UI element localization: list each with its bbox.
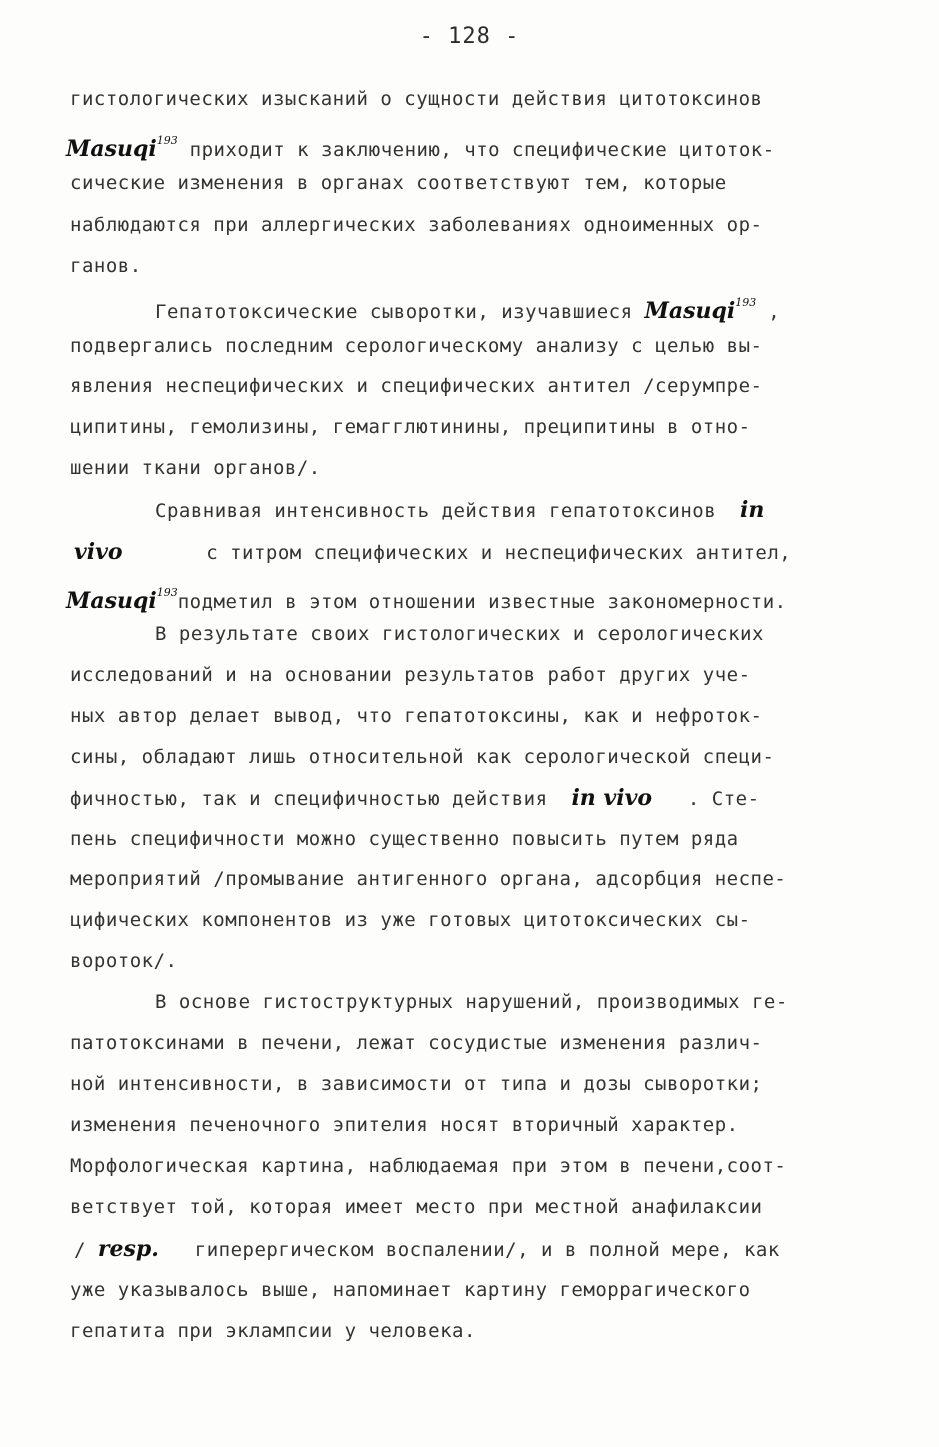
text-line: патотоксинами в печени, лежат сосудистые изменения различ- (70, 1032, 763, 1054)
handwritten-resp: resp. (97, 1236, 159, 1262)
text-segment: гиперергическом воспалении/, и в полной мере, как (194, 1239, 780, 1261)
text-line: гистологических изысканий о сущности действия цитотоксинов (70, 88, 763, 110)
text-line: Морфологическая картина, наблюдаемая при этом в печени,соот- (70, 1155, 787, 1177)
text-line (66, 580, 787, 615)
handwritten-in: in (740, 497, 765, 523)
text-line: шении ткани органов/. (70, 457, 321, 479)
reference-number: 193 (156, 586, 178, 599)
text-segment: подметил в этом отношении известные закономерности. (177, 591, 787, 613)
handwritten-vivo: vivo (74, 539, 123, 565)
text-line: уже указывалось выше, напоминает картину геморрагического (70, 1279, 751, 1301)
text-line: В основе гистоструктурных нарушений, производимых ге- (155, 991, 788, 1013)
text-line: изменения печеночного эпителия носят вторичный характер. (70, 1114, 739, 1136)
text-line (70, 785, 760, 812)
text-line: наблюдаются при аллергических заболеваниях одноименных ор- (70, 214, 763, 236)
handwritten-author: Masuqi (66, 588, 157, 614)
text-line: цифических компонентов из уже готовых цитотоксических сы- (70, 909, 751, 931)
text-line: подвергались последним серологическому анализу с целью вы- (70, 335, 763, 357)
text-line: мероприятий /промывание антигенного органа, адсорбция неспе- (70, 868, 787, 890)
text-line: гепатита при эклампсии у человека. (70, 1320, 476, 1342)
handwritten-author: Masuqi (66, 136, 157, 162)
text-segment: , (768, 301, 781, 323)
text-segment: Сравнивая интенсивность действия гепатотоксинов (155, 500, 717, 522)
text-line: ганов. (70, 255, 142, 277)
text-line: сины, обладают лишь относительной как серологической специ- (70, 746, 775, 768)
text-line: явления неспецифических и специфических антител /серумпре- (70, 375, 763, 397)
text-segment: / (74, 1239, 86, 1261)
reference-number: 193 (735, 296, 757, 309)
text-segment: фичностью, так и специфичностью действия (70, 788, 548, 810)
text-segment: Гепатотоксические сыворотки, изучавшиеся (155, 301, 633, 323)
text-line (155, 497, 764, 524)
handwritten-author: Masuqi (644, 298, 736, 324)
text-segment: . Сте- (687, 788, 760, 810)
text-line: ной интенсивности, в зависимости от типа и дозы сыворотки; (70, 1073, 763, 1095)
text-segment: с титром специфических и неспецифических антител, (206, 542, 792, 564)
text-line: пень специфичности можно существенно повысить путем ряда (70, 828, 739, 850)
text-line (66, 128, 775, 163)
reference-number: 193 (156, 134, 178, 147)
text-line: сические изменения в органах соответствуют тем, которые (70, 172, 727, 194)
page-number: - 128 - (419, 24, 520, 49)
text-line (74, 539, 791, 566)
text-line (155, 290, 780, 325)
text-segment: приходит к заключению, что специфические цитоток- (177, 139, 775, 161)
handwritten-in-vivo: in vivo (571, 785, 653, 811)
text-line: В результате своих гистологических и серологических (155, 623, 764, 645)
text-line: ных автор делает вывод, что гепатотоксины, как и нефроток- (70, 705, 763, 727)
text-line: вороток/. (70, 950, 178, 972)
text-line: исследований и на основании результатов работ других уче- (70, 664, 751, 686)
text-line (74, 1236, 780, 1263)
text-line: ципитины, гемолизины, гемагглютинины, преципитины в отно- (70, 416, 751, 438)
text-line: ветствует той, которая имеет место при местной анафилаксии (70, 1196, 763, 1218)
